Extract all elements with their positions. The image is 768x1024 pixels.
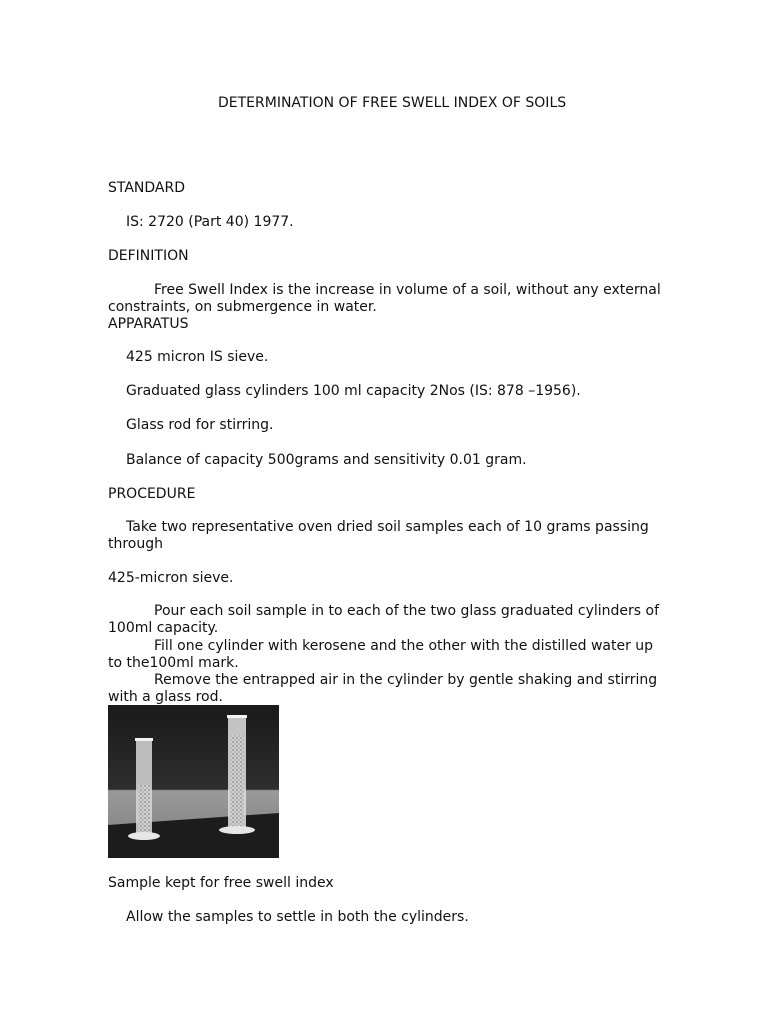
- procedure-step-4-line-2: with a glass rod.: [108, 689, 223, 705]
- procedure-step-1-line-3: 425-micron sieve.: [108, 570, 234, 586]
- standard-text: IS: 2720 (Part 40) 1977.: [126, 214, 294, 230]
- procedure-step-3-line-1: Fill one cylinder with kerosene and the other with the distilled water up: [154, 638, 654, 654]
- document-title: DETERMINATION OF FREE SWELL INDEX OF SOILS: [218, 95, 567, 111]
- apparatus-item: Balance of capacity 500grams and sensitivity 0.01 gram.: [126, 452, 527, 468]
- cylinders-photo: [108, 705, 279, 858]
- apparatus-heading: APPARATUS: [108, 316, 189, 332]
- procedure-step-4-line-1: Remove the entrapped air in the cylinder by gentle shaking and stirring: [154, 672, 658, 688]
- procedure-step-2-line-2: 100ml capacity.: [108, 620, 219, 636]
- figure-caption: Sample kept for free swell index: [108, 875, 334, 891]
- procedure-step-2-line-1: Pour each soil sample in to each of the two glass graduated cylinders of: [154, 603, 660, 619]
- standard-heading: STANDARD: [108, 180, 186, 196]
- procedure-step-1-line-2: through: [108, 536, 164, 552]
- procedure-step-1-line-1: Take two representative oven dried soil samples each of 10 grams passing: [126, 519, 649, 535]
- apparatus-item: Glass rod for stirring.: [126, 417, 274, 433]
- apparatus-item: 425 micron IS sieve.: [126, 349, 269, 365]
- procedure-step-3-line-2: to the100ml mark.: [108, 655, 239, 671]
- apparatus-item: Graduated glass cylinders 100 ml capacity 2Nos (IS: 878 –1956).: [126, 383, 581, 399]
- definition-heading: DEFINITION: [108, 248, 189, 264]
- procedure-step-5: Allow the samples to settle in both the cylinders.: [126, 909, 469, 925]
- definition-line-1: Free Swell Index is the increase in volume of a soil, without any external: [154, 282, 661, 298]
- definition-line-2: constraints, on submergence in water.: [108, 299, 377, 315]
- procedure-heading: PROCEDURE: [108, 486, 196, 502]
